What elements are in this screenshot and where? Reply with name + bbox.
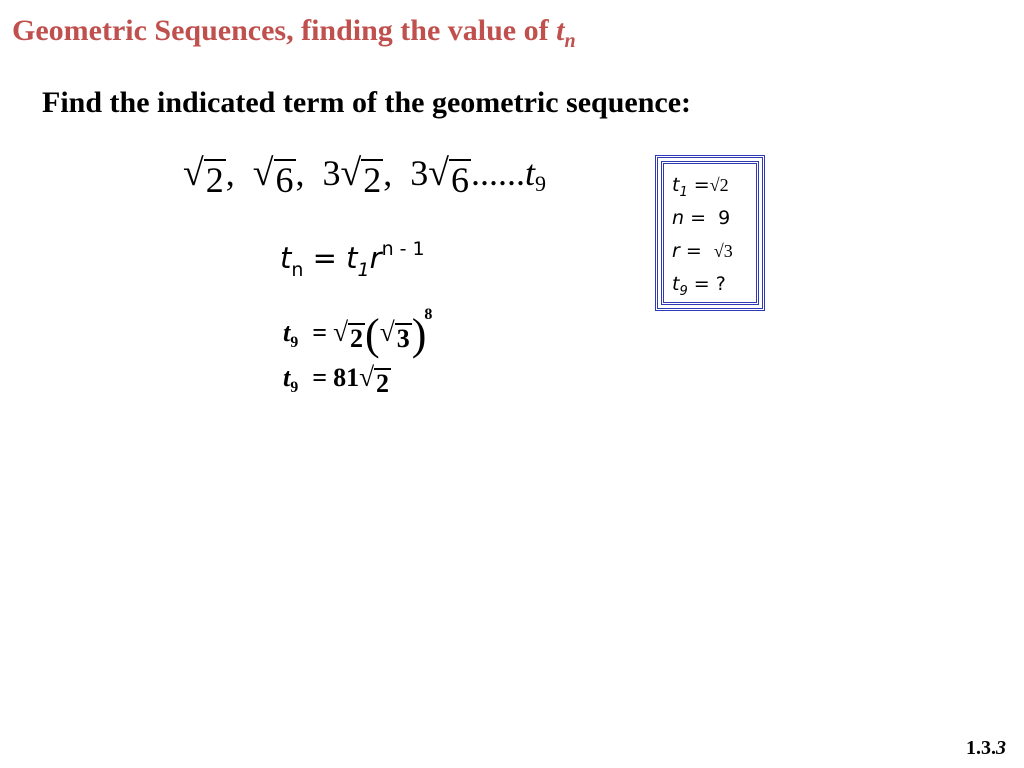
sequence-tail: $......t_9$ (471, 153, 547, 196)
sequence (183, 152, 546, 201)
t1-row: $t_1 =√2$ (672, 174, 729, 200)
title-var: t (556, 14, 565, 47)
instruction-text: Find the indicated term of the geometric sequence: (42, 86, 692, 119)
sequence-term: √ 2 , (183, 152, 235, 200)
general-term-formula: $t_n = t_1r^{n - 1}$ (280, 238, 425, 281)
slide-number: 1.3.3 (966, 737, 1006, 759)
title-sub: n (564, 30, 576, 52)
r-row: r = √3 (672, 240, 733, 262)
title-text: Geometric Sequences, finding the value of (12, 14, 557, 47)
sequence-term: √ 6 , (252, 152, 305, 200)
sequence-term: 3 √ 2 , (322, 152, 393, 200)
t9-row: $t_9$ = ? (672, 273, 726, 299)
result-step: $t_9 = 81$ √ 2 (283, 362, 390, 398)
slide-title (12, 14, 576, 53)
substitution-step: $t_9$ = √ 2 ( √ 3 )$^8$ (283, 306, 433, 359)
n-row: n = 9 (672, 207, 731, 229)
given-values-box (655, 155, 765, 311)
sequence-term: 3 √ 6 (410, 152, 469, 200)
